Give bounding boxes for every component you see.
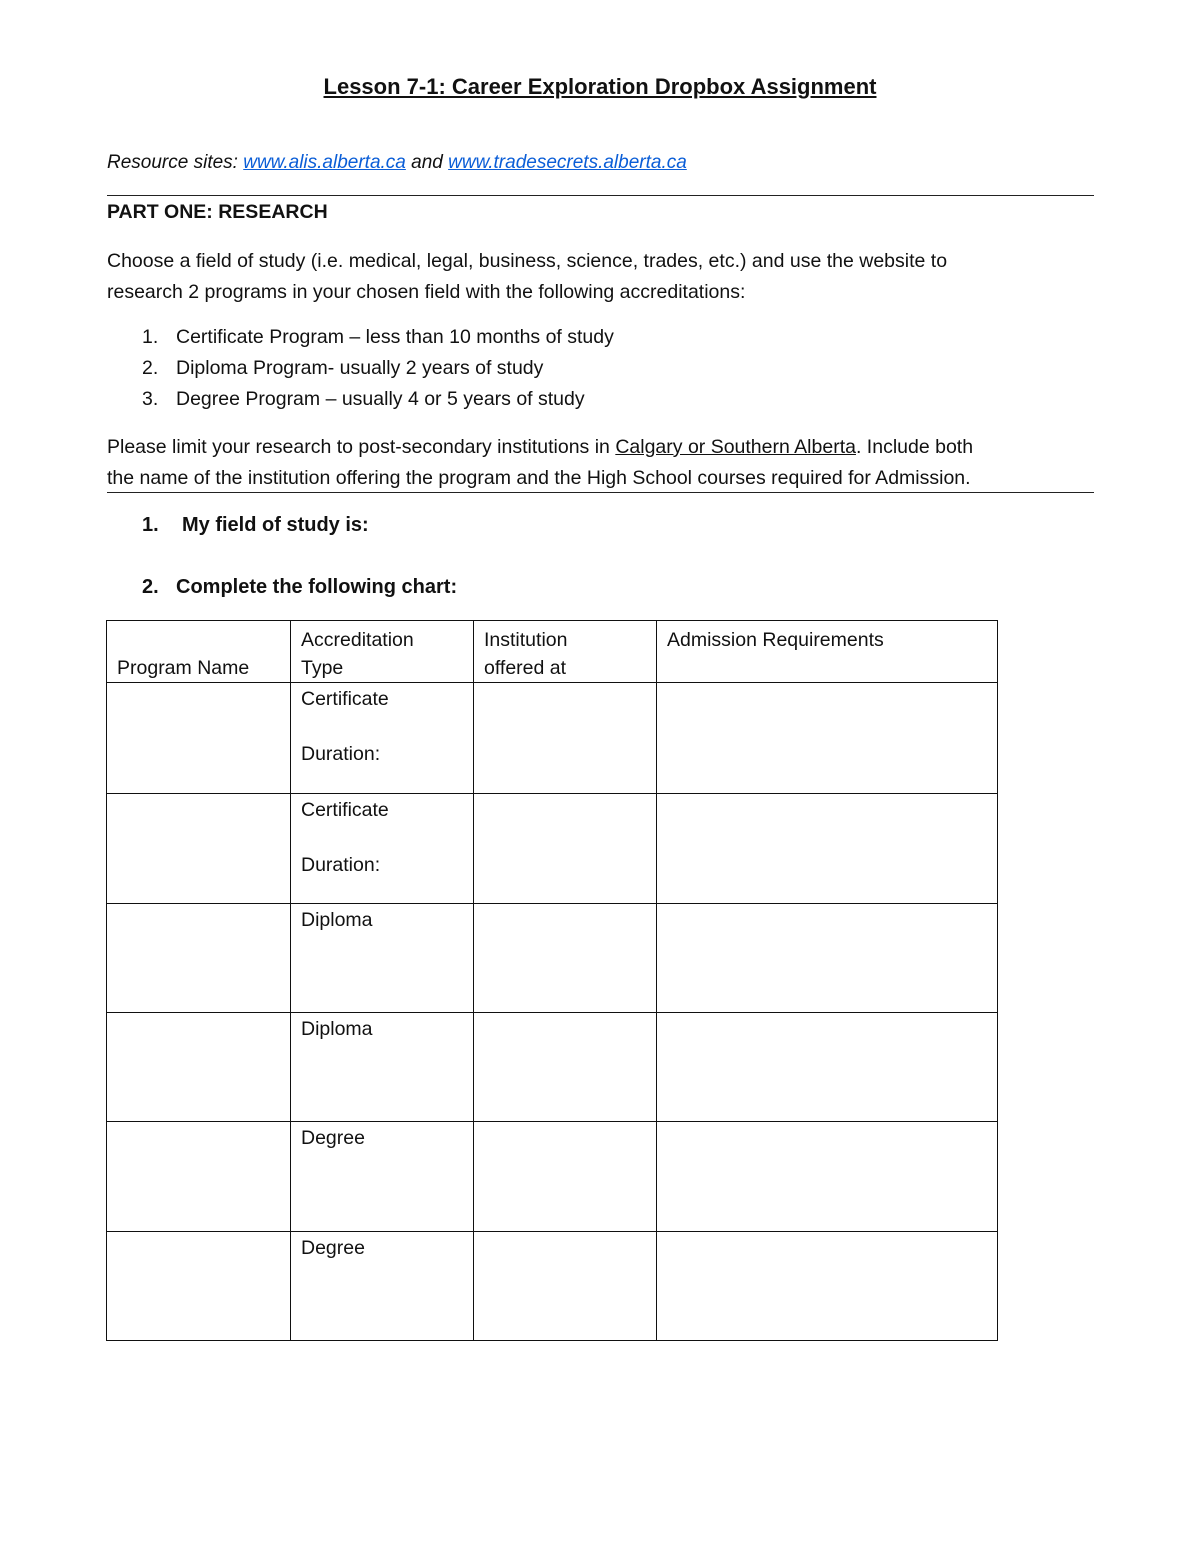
- program-name-cell[interactable]: [107, 683, 291, 794]
- list-number: 2.: [142, 357, 159, 379]
- intro-line-2: research 2 programs in your chosen field with the following accreditations:: [107, 281, 746, 303]
- header-program-name: Program Name: [107, 621, 291, 683]
- accreditation-cell[interactable]: Certificate Duration:: [291, 683, 474, 794]
- list-text: Diploma Program- usually 2 years of study: [176, 357, 544, 379]
- accreditation-item-certificate: [142, 326, 614, 349]
- admission-cell[interactable]: [657, 1232, 998, 1341]
- accreditation-item-degree: [142, 388, 585, 411]
- admission-cell[interactable]: [657, 1013, 998, 1122]
- table-row: [107, 904, 998, 1013]
- limit-text-a: Please limit your research to post-secondary institutions in: [107, 436, 616, 458]
- header-accreditation-type: Accreditation Type: [291, 621, 474, 683]
- resource-sites-line: [107, 152, 687, 174]
- divider-top: [107, 195, 1094, 196]
- institution-cell[interactable]: [474, 683, 657, 794]
- program-name-cell[interactable]: [107, 794, 291, 904]
- question-complete-chart: [142, 576, 457, 599]
- tradesecrets-link[interactable]: www.tradesecrets.alberta.ca: [448, 152, 687, 173]
- divider-bottom: [107, 492, 1094, 493]
- admission-cell[interactable]: [657, 1122, 998, 1232]
- institution-cell[interactable]: [474, 794, 657, 904]
- programs-chart-table: [106, 620, 998, 1341]
- table-row: [107, 683, 998, 794]
- admission-cell[interactable]: [657, 904, 998, 1013]
- list-number: 3.: [142, 388, 159, 410]
- program-name-cell[interactable]: [107, 1122, 291, 1232]
- intro-line-1: Choose a field of study (i.e. medical, legal, business, science, trades, etc.) and use the website to: [107, 250, 948, 272]
- table-row: [107, 1232, 998, 1341]
- table-row: [107, 1013, 998, 1122]
- list-text: Certificate Program – less than 10 months of study: [176, 326, 614, 348]
- accreditation-item-diploma: [142, 357, 543, 380]
- institution-cell[interactable]: [474, 1232, 657, 1341]
- list-number: 1.: [142, 326, 159, 348]
- header-institution: Institution offered at: [474, 621, 657, 683]
- limit-line-1: [107, 432, 973, 463]
- alis-link[interactable]: www.alis.alberta.ca: [243, 152, 406, 173]
- question-field-of-study: [142, 514, 369, 537]
- admission-cell[interactable]: [657, 794, 998, 904]
- accreditation-cell[interactable]: Degree: [291, 1122, 474, 1232]
- table-row: [107, 1122, 998, 1232]
- accreditation-cell[interactable]: Degree: [291, 1232, 474, 1341]
- region-underlined: Calgary or Southern Alberta: [615, 436, 856, 458]
- program-name-cell[interactable]: [107, 1013, 291, 1122]
- page-title: Lesson 7-1: Career Exploration Dropbox Assignment: [323, 74, 877, 99]
- table-row: [107, 794, 998, 904]
- list-text: Degree Program – usually 4 or 5 years of study: [176, 388, 585, 410]
- header-admission-requirements: Admission Requirements: [657, 621, 998, 683]
- program-name-cell[interactable]: [107, 904, 291, 1013]
- accreditation-cell[interactable]: Certificate Duration:: [291, 794, 474, 904]
- limit-line-2: the name of the institution offering the program and the High School courses required for Admission.: [107, 467, 971, 489]
- question-number: 2.: [142, 576, 159, 598]
- resource-sites-and: and: [405, 152, 449, 173]
- question-number: 1.: [142, 514, 159, 536]
- resource-sites-prefix: Resource sites:: [107, 152, 244, 173]
- limit-text-b: . Include both: [855, 436, 974, 458]
- institution-cell[interactable]: [474, 904, 657, 1013]
- institution-cell[interactable]: [474, 1122, 657, 1232]
- question-text: Complete the following chart:: [176, 576, 458, 598]
- admission-cell[interactable]: [657, 683, 998, 794]
- question-text: My field of study is:: [182, 514, 369, 536]
- part-one-heading: PART ONE: RESEARCH: [107, 201, 328, 223]
- table-header-row: [107, 621, 998, 683]
- institution-cell[interactable]: [474, 1013, 657, 1122]
- accreditation-cell[interactable]: Diploma: [291, 1013, 474, 1122]
- accreditation-cell[interactable]: Diploma: [291, 904, 474, 1013]
- program-name-cell[interactable]: [107, 1232, 291, 1341]
